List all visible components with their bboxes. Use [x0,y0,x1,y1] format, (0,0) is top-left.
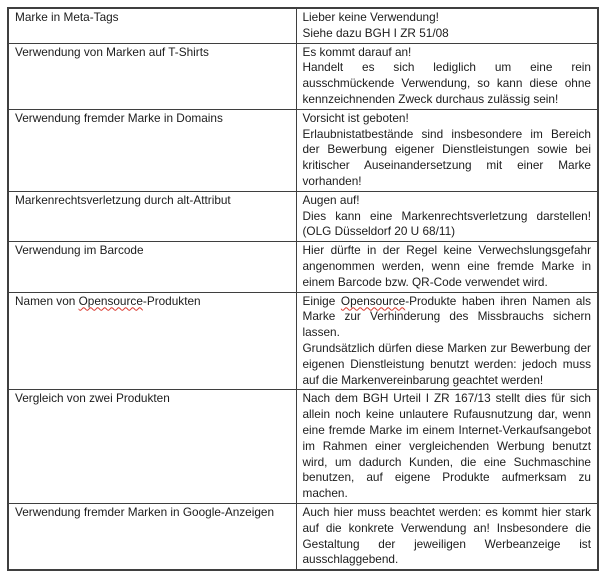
table-row [8,191,598,241]
table-row [8,503,598,570]
topic-cell: Verwendung im Barcode [8,242,296,292]
details-paragraph: Augen auf! [302,192,360,207]
details-paragraph: Einige Opensource-Produkte haben ihren Namen als Marke zur Verhinderung des Missbrauchs sichern lassen. [302,293,591,340]
details-cell [296,242,598,292]
details-paragraph: Erlaubnistatbestände sind insbesondere im Bereich der Bewerbung eigener Dienstleistungen sowie bei kritischer Auseinandersetzung mit einer Marke vorhanden! [302,126,591,188]
details-paragraph: Auch hier muss beachtet werden: es kommt hier stark auf die konkrete Verwendung an! Insbesondere die Gestaltung der jeweiligen Werbeanzeige ist ausschlaggebend. [302,504,591,567]
details-paragraph: Lieber keine Verwendung! [302,10,439,24]
topic-cell: Marke in Meta-Tags [8,8,296,43]
topic-cell: Vergleich von zwei Produkten [8,390,296,504]
details-paragraph: Dies kann eine Markenrechtsverletzung darstellen! (OLG Düsseldorf 20 U 68/11) [302,208,591,239]
details-paragraph: Siehe dazu BGH I ZR 51/08 [302,25,449,40]
table-row [8,43,598,109]
details-cell [296,390,598,504]
table-body [8,8,598,570]
spellcheck-underline: Opensource [78,293,143,308]
table-row [8,390,598,504]
details-paragraph: Nach dem BGH Urteil I ZR 167/13 stellt dies für sich allein noch keine unlautere Rufausnutzung dar, wenn eine fremde Marke im einem Internet-Verkaufsangebot im Rahmen einer vergleichenden Werbung benutzt wird, um dadurch Kunden, die eine Suchmaschine benutzen, auf eigene Produkte aufmerksam zu machen. [302,391,591,501]
details-paragraph: Handelt es sich lediglich um eine rein ausschmückende Verwendung, so kann diese ohne kennzeichnenden Zweck durchaus zulässig sein! [302,60,591,106]
table-row [8,242,598,292]
trademark-usage-table [7,7,599,571]
details-paragraph: Vorsicht ist geboten! [302,110,409,125]
details-cell [296,109,598,191]
table-row [8,109,598,191]
table-row [8,292,598,390]
topic-cell: Verwendung fremder Marken in Google-Anzeigen [8,503,296,570]
details-paragraph: Hier dürfte in der Regel keine Verwechslungsgefahr angenommen werden, wenn eine fremde Marke in einem Barcode bzw. QR-Code verwendet wird. [302,243,591,289]
details-cell [296,43,598,109]
topic-cell: Markenrechtsverletzung durch alt-Attribut [8,191,296,241]
table-row [8,8,598,43]
details-cell [296,292,598,390]
spellcheck-underline: Opensource [340,293,406,308]
details-cell [296,8,598,43]
details-cell [296,503,598,570]
details-cell [296,191,598,241]
topic-cell: Namen von Opensource-Produkten [8,292,296,390]
details-paragraph: Grundsätzlich dürfen diese Marken zur Bewerbung der eigenen Dienstleistung benutzt werden: jedoch muss auf die Markenvereinbarung geachtet werden! [302,340,591,387]
topic-cell: Verwendung von Marken auf T-Shirts [8,43,296,109]
topic-cell: Verwendung fremder Marke in Domains [8,109,296,191]
details-paragraph: Es kommt darauf an! [302,44,412,59]
